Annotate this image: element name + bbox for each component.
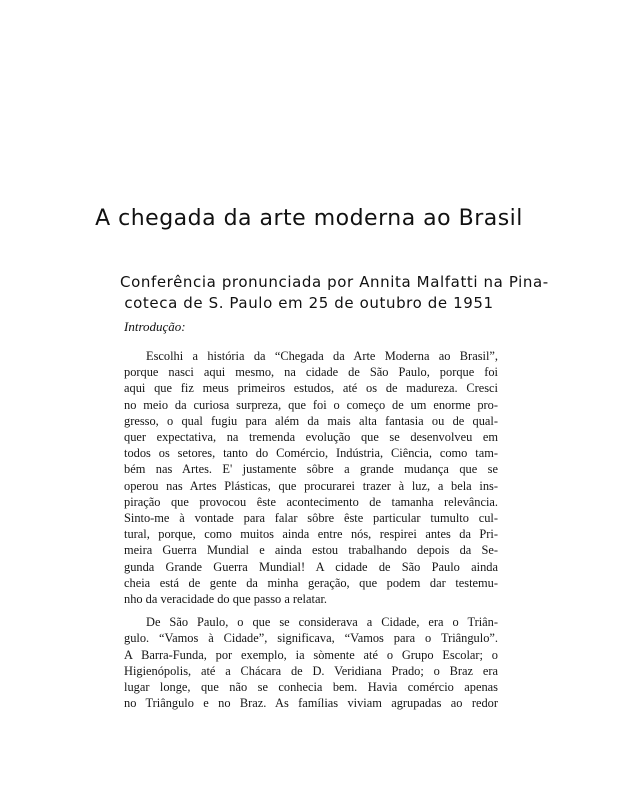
- text-line: bém nas Artes. E' justamente sôbre a grande mudança que se: [124, 462, 498, 477]
- text-line: quer expectativa, na tremenda evolução que se desenvolveu em: [124, 430, 498, 445]
- body-text: [124, 348, 498, 711]
- text-line: no meio da curiosa surpreza, que foi o começo de um enorme pro-: [124, 397, 498, 412]
- text-line: todos os setores, tanto do Comércio, Indústria, Ciência, como tam-: [124, 446, 498, 461]
- subtitle-line-2: coteca de S. Paulo em 25 de outubro de 1951: [124, 294, 494, 312]
- text-line: De São Paulo, o que se considerava a Cidade, era o Triân-: [146, 615, 498, 630]
- text-line: piração que provocou êste acontecimento de tamanha relevância.: [124, 494, 498, 509]
- text-line: porque nasci aqui mesmo, na cidade de São Paulo, porque foi: [124, 365, 498, 380]
- text-line: Escolhi a história da “Chegada da Arte Moderna ao Brasil”,: [146, 349, 498, 363]
- paragraph-1: [124, 348, 498, 607]
- subtitle-line-1: Conferência pronunciada por Annita Malfatti na Pina-: [120, 273, 549, 291]
- text-line: meira Guerra Mundial e ainda estou trabalhando depois da Se-: [124, 543, 498, 558]
- text-line: no Triângulo e no Braz. As famílias viviam agrupadas ao redor: [124, 696, 498, 711]
- text-line: Higienópolis, até a Chácara de D. Veridiana Prado; o Braz era: [124, 663, 498, 678]
- text-line: operou nas Artes Plásticas, que procurarei trazer à luz, a bela ins-: [124, 478, 498, 493]
- text-line: gunda Grande Guerra Mundial! A cidade de São Paulo ainda: [124, 559, 498, 574]
- text-line: nho da veracidade do que passo a relatar.: [124, 592, 327, 607]
- document-subtitle: [120, 272, 549, 314]
- introduction-label: Introdução:: [124, 319, 186, 334]
- text-line: tural, porque, como muitos ainda entre nós, respirei antes da Pri-: [124, 527, 498, 542]
- document-title: A chegada da arte moderna ao Brasil: [95, 206, 523, 231]
- text-line: cheia está de gente da minha geração, que podem dar testemu-: [124, 575, 498, 590]
- paragraph-2: [124, 614, 498, 711]
- text-line: aqui que fiz meus primeiros estudos, até os de madureza. Cresci: [124, 381, 498, 396]
- text-line: A Barra-Funda, por exemplo, ia sòmente até o Grupo Escolar; o: [124, 647, 498, 662]
- text-line: gulo. “Vamos à Cidade”, significava, “Vamos para o Triângulo”.: [124, 631, 498, 646]
- text-line: lugar longe, que não se conhecia bem. Havia comércio apenas: [124, 680, 498, 695]
- text-line: gresso, o qual fugiu para além da mais alta fantasia ou de qual-: [124, 413, 498, 428]
- text-line: Sinto-me à vontade para falar sôbre êste particular tumulto cul-: [124, 511, 498, 526]
